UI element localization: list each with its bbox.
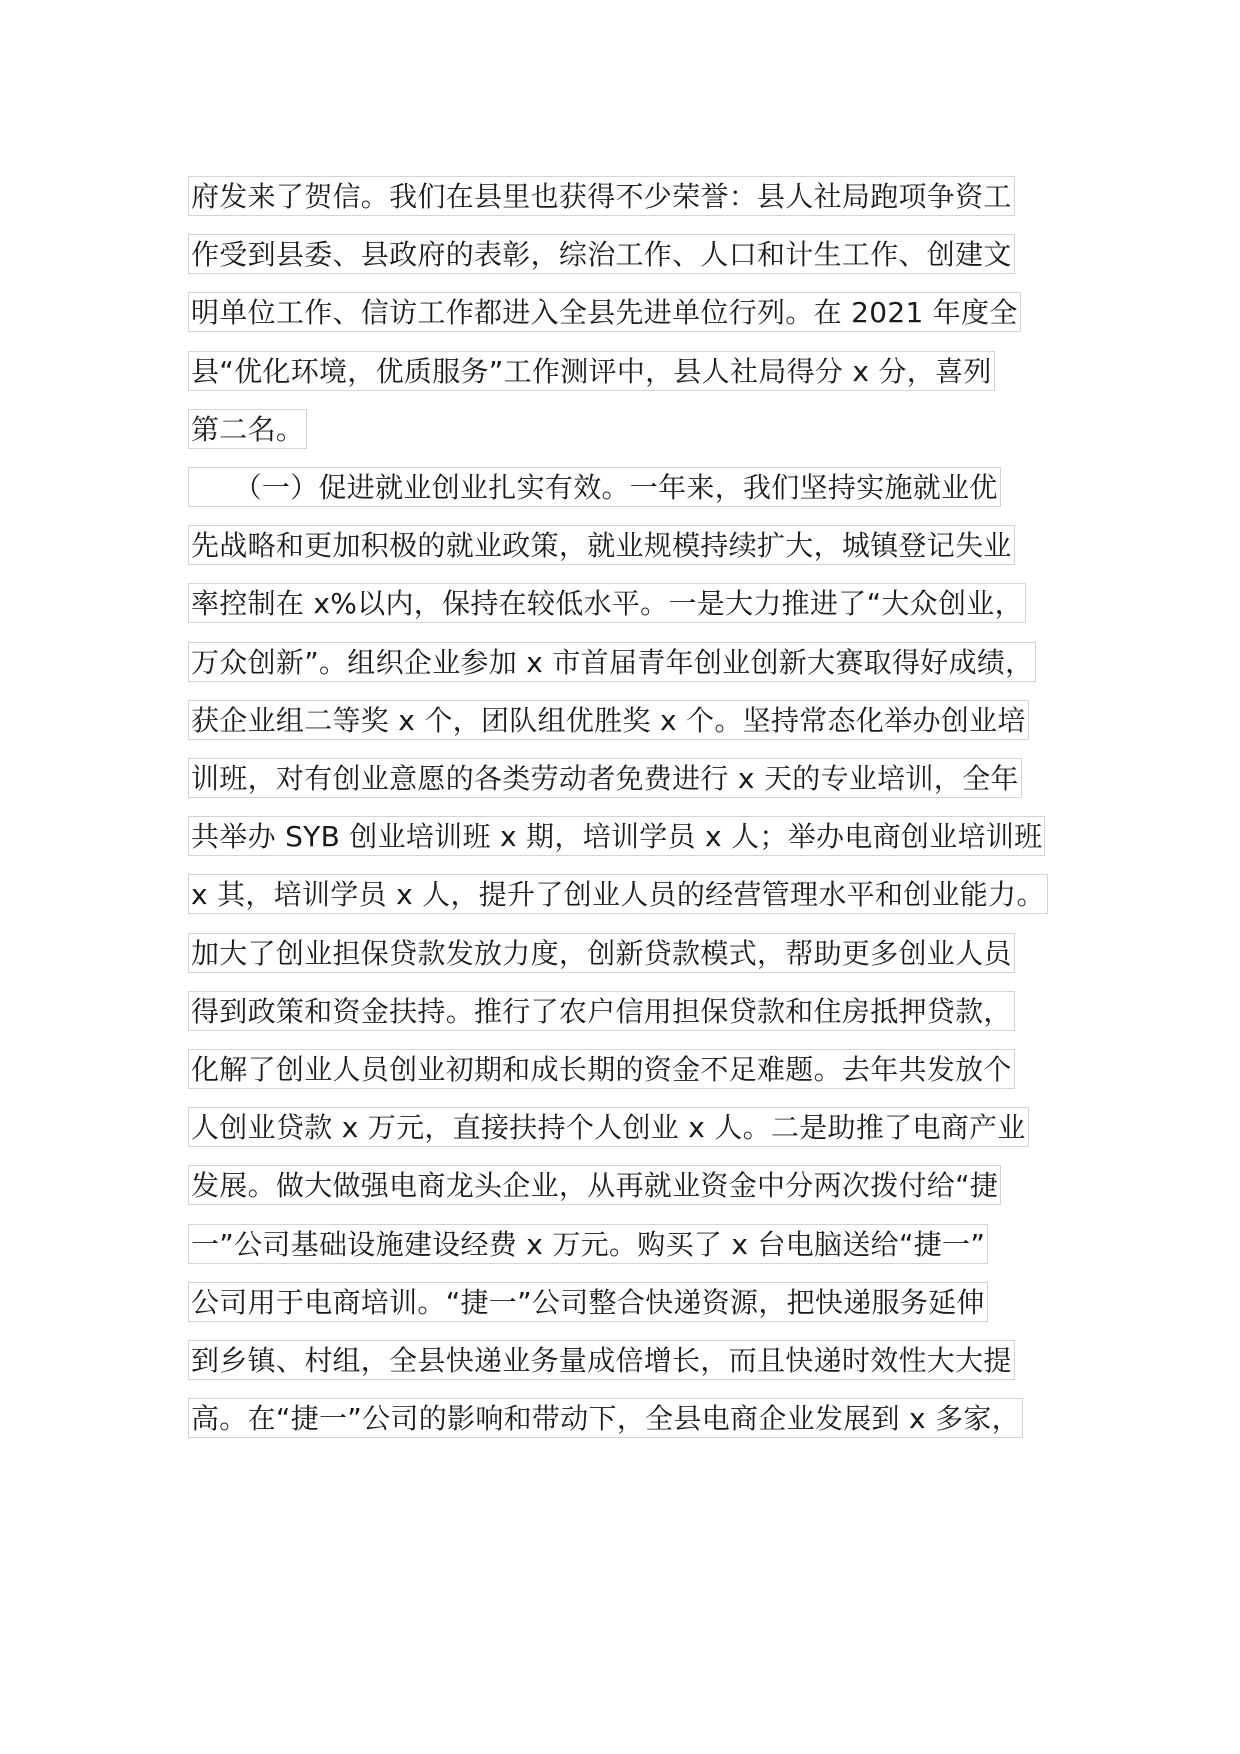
text-line: 率控制在 x%以内，保持在较低水平。一是大力推进了“大众创业， bbox=[188, 583, 1026, 623]
text-line: 到乡镇、村组，全县快递业务量成倍增长，而且快递时效性大大提 bbox=[188, 1340, 1015, 1380]
text-line: 共举办 SYB 创业培训班 x 期，培训学员 x 人；举办电商创业培训班 bbox=[188, 816, 1045, 856]
text-line: 一”公司基础设施建设经费 x 万元。购买了 x 台电脑送给“捷一” bbox=[188, 1224, 988, 1264]
text-line: 获企业组二等奖 x 个，团队组优胜奖 x 个。坚持常态化举办创业培 bbox=[188, 700, 1029, 740]
text-line: 人创业贷款 x 万元，直接扶持个人创业 x 人。二是助推了电商产业 bbox=[188, 1107, 1029, 1147]
text-line: 县“优化环境，优质服务”工作测评中，县人社局得分 x 分，喜列 bbox=[188, 351, 995, 391]
text-line: （一）促进就业创业扎实有效。一年来，我们坚持实施就业优 bbox=[188, 467, 1001, 507]
text-line: 第二名。 bbox=[188, 409, 307, 449]
text-line: 化解了创业人员创业初期和成长期的资金不足难题。去年共发放个 bbox=[188, 1049, 1015, 1089]
text-line: 发展。做大做强电商龙头企业，从再就业资金中分两次拨付给“捷 bbox=[188, 1165, 1001, 1205]
text-line: x 其，培训学员 x 人，提升了创业人员的经营管理水平和创业能力。 bbox=[188, 874, 1048, 914]
text-line: 先战略和更加积极的就业政策，就业规模持续扩大，城镇登记失业 bbox=[188, 525, 1015, 565]
text-line: 作受到县委、县政府的表彰，综治工作、人口和计生工作、创建文 bbox=[188, 234, 1015, 274]
text-line: 高。在“捷一”公司的影响和带动下，全县电商企业发展到 x 多家， bbox=[188, 1398, 1023, 1438]
text-line: 公司用于电商培训。“捷一”公司整合快递资源，把快递服务延伸 bbox=[188, 1282, 988, 1322]
text-line: 府发来了贺信。我们在县里也获得不少荣誉：县人社局跑项争资工 bbox=[188, 176, 1015, 216]
text-line: 训班，对有创业意愿的各类劳动者免费进行 x 天的专业培训，全年 bbox=[188, 758, 1022, 798]
text-line: 加大了创业担保贷款发放力度，创新贷款模式，帮助更多创业人员 bbox=[188, 933, 1015, 973]
text-line: 万众创新”。组织企业参加 x 市首届青年创业创新大赛取得好成绩， bbox=[188, 642, 1036, 682]
text-line: 得到政策和资金扶持。推行了农户信用担保贷款和住房抵押贷款， bbox=[188, 991, 1015, 1031]
text-line: 明单位工作、信访工作都进入全县先进单位行列。在 2021 年度全 bbox=[188, 292, 1021, 332]
